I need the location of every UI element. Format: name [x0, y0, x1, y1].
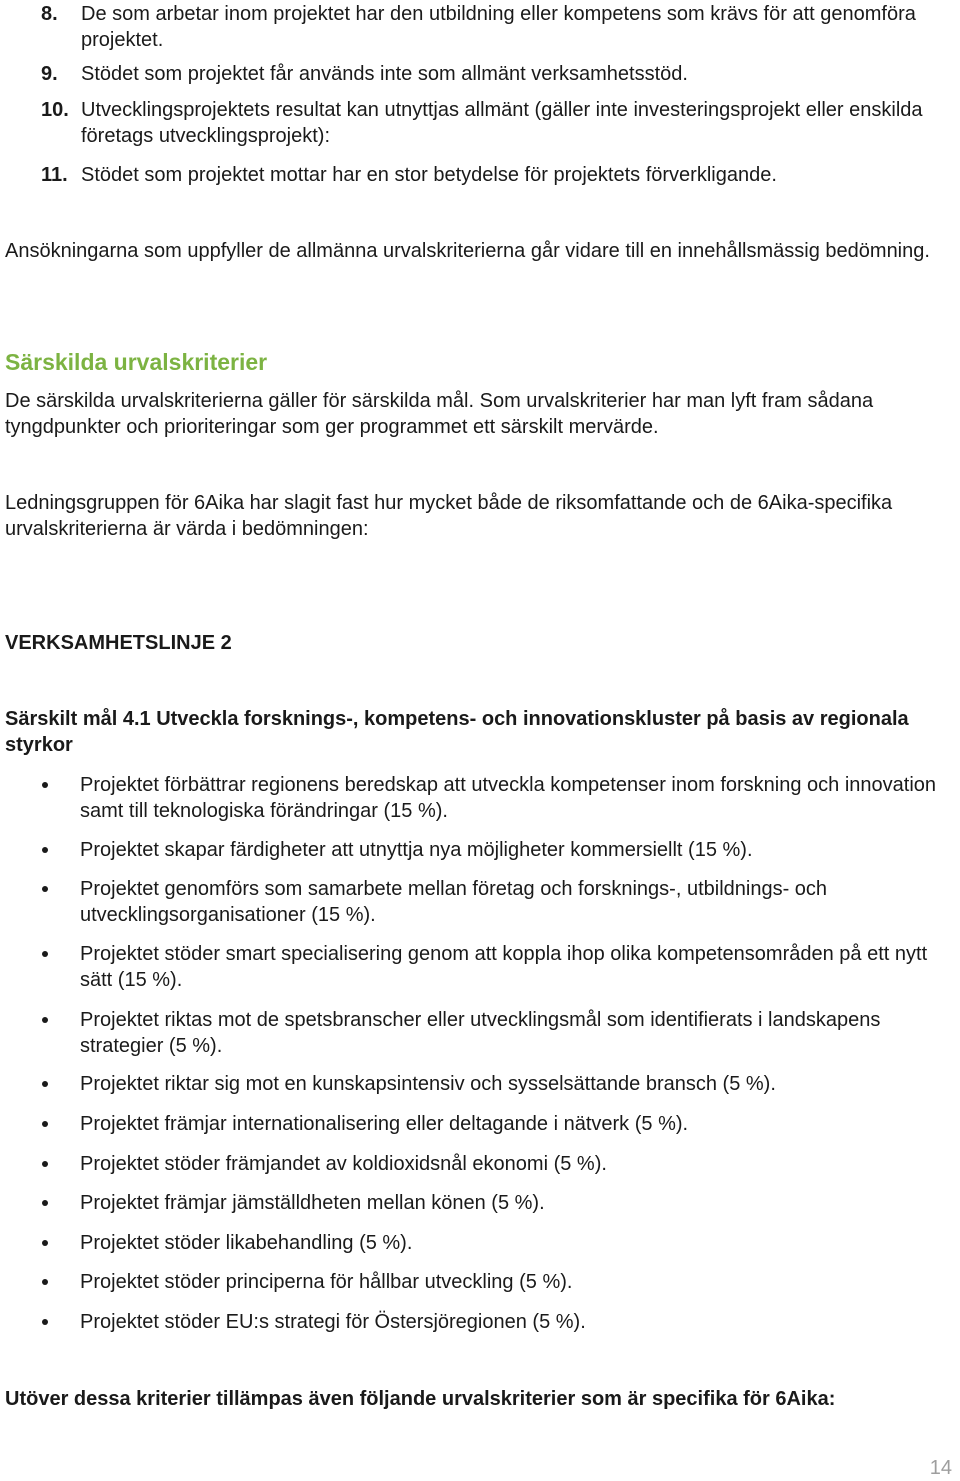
bullet-icon [42, 1279, 48, 1285]
list-item-text: Projektet genomförs som samarbete mellan företag och forsknings-, utbildnings- och utvecklingsorganisationer (15 %). [80, 878, 828, 926]
list-item-text: Stödet som projektet mottar har en stor betydelse för projektets förverkligande. [81, 164, 777, 186]
bullet-icon [42, 1240, 48, 1246]
list-item-text: Projektet främjar internationalisering eller deltagande i nätverk (5 %). [80, 1113, 689, 1135]
list-item-text: Projektet riktas mot de spetsbranscher eller utvecklingsmål som identifierats i landskapens strategier (5 %). [80, 1009, 881, 1057]
bullet-icon [42, 782, 48, 788]
list-item-text: Utvecklingsprojektets resultat kan utnyttjas allmänt (gäller inte investeringsprojekt eller enskilda företags utvecklingsprojekt): [81, 99, 923, 147]
section-heading-sarskilda-urvalskriterier: Särskilda urvalskriterier [5, 349, 268, 375]
list-item-number: 9. [41, 63, 58, 85]
bullet-icon [42, 1017, 48, 1023]
list-item-number: 11. [41, 164, 68, 186]
list-item-text: Projektet stöder smart specialisering genom att koppla ihop olika kompetensområden på ett nytt sätt (15 %). [80, 943, 928, 991]
list-item-text: Stödet som projektet får används inte som allmänt verksamhetsstöd. [81, 63, 688, 85]
list-item-text: Projektet förbättrar regionens beredskap att utveckla kompetenser inom forskning och innovation samt till teknologiska förändringar (15 %). [80, 774, 937, 822]
list-item [80, 876, 950, 928]
bullet-icon [42, 847, 48, 853]
list-item-text: Projektet stöder främjandet av koldioxidsnål ekonomi (5 %). [80, 1153, 607, 1175]
list-item-text: Projektet riktar sig mot en kunskapsintensiv och sysselsättande bransch (5 %). [80, 1073, 776, 1095]
heading-sarskilt-mal: Särskilt mål 4.1 Utveckla forsknings-, kompetens- och innovationskluster på basis av regionala styrkor [5, 708, 909, 756]
list-item-number: 10. [41, 99, 69, 121]
list-item [80, 1151, 950, 1177]
bullet-icon [42, 1161, 48, 1167]
bullet-icon [42, 1200, 48, 1206]
page-number: 14 [929, 1457, 952, 1479]
list-item-text: Projektet främjar jämställdheten mellan könen (5 %). [80, 1192, 545, 1214]
list-item [80, 1309, 950, 1335]
list-item-number: 8. [41, 3, 58, 25]
list-item-text: Projektet stöder likabehandling (5 %). [80, 1232, 413, 1254]
list-item [80, 1190, 950, 1216]
paragraph-ansokningarna: Ansökningarna som uppfyller de allmänna urvalskriterierna går vidare till en innehållsmässig bedömning. [5, 240, 930, 262]
list-item [80, 772, 950, 824]
bullet-icon [42, 1081, 48, 1087]
list-item [80, 837, 950, 863]
bullet-icon [42, 1121, 48, 1127]
list-item-text: Projektet stöder EU:s strategi för Östersjöregionen (5 %). [80, 1311, 586, 1333]
bullet-icon [42, 886, 48, 892]
list-item [80, 1230, 950, 1256]
bullet-icon [42, 951, 48, 957]
list-item [80, 1007, 950, 1059]
list-item [5, 97, 950, 149]
list-item [5, 1, 950, 53]
list-item-text: De som arbetar inom projektet har den utbildning eller kompetens som krävs för att genomföra projektet. [81, 3, 916, 51]
heading-final-criteria: Utöver dessa kriterier tillämpas även följande urvalskriterier som är specifika för 6Aika: [5, 1388, 836, 1410]
list-item [80, 1269, 950, 1295]
list-item [80, 1111, 950, 1137]
list-item [80, 1071, 950, 1097]
list-item [80, 941, 950, 993]
list-item-text: Projektet skapar färdigheter att utnyttja nya möjligheter kommersiellt (15 %). [80, 839, 753, 861]
paragraph-ledningsgruppen: Ledningsgruppen för 6Aika har slagit fast hur mycket både de riksomfattande och de 6Aika-specifika urvalskriterierna är värda i bedömningen: [5, 492, 893, 540]
paragraph-sarskilda: De särskilda urvalskriterierna gäller för särskilda mål. Som urvalskriterier har man lyft fram sådana tyngdpunkter och prioriteringar som ger programmet ett särskilt mervärde. [5, 390, 874, 438]
list-item [5, 61, 688, 87]
heading-verksamhetslinje: VERKSAMHETSLINJE 2 [5, 632, 232, 654]
bullet-icon [42, 1319, 48, 1325]
list-item [5, 162, 777, 188]
list-item-text: Projektet stöder principerna för hållbar utveckling (5 %). [80, 1271, 573, 1293]
